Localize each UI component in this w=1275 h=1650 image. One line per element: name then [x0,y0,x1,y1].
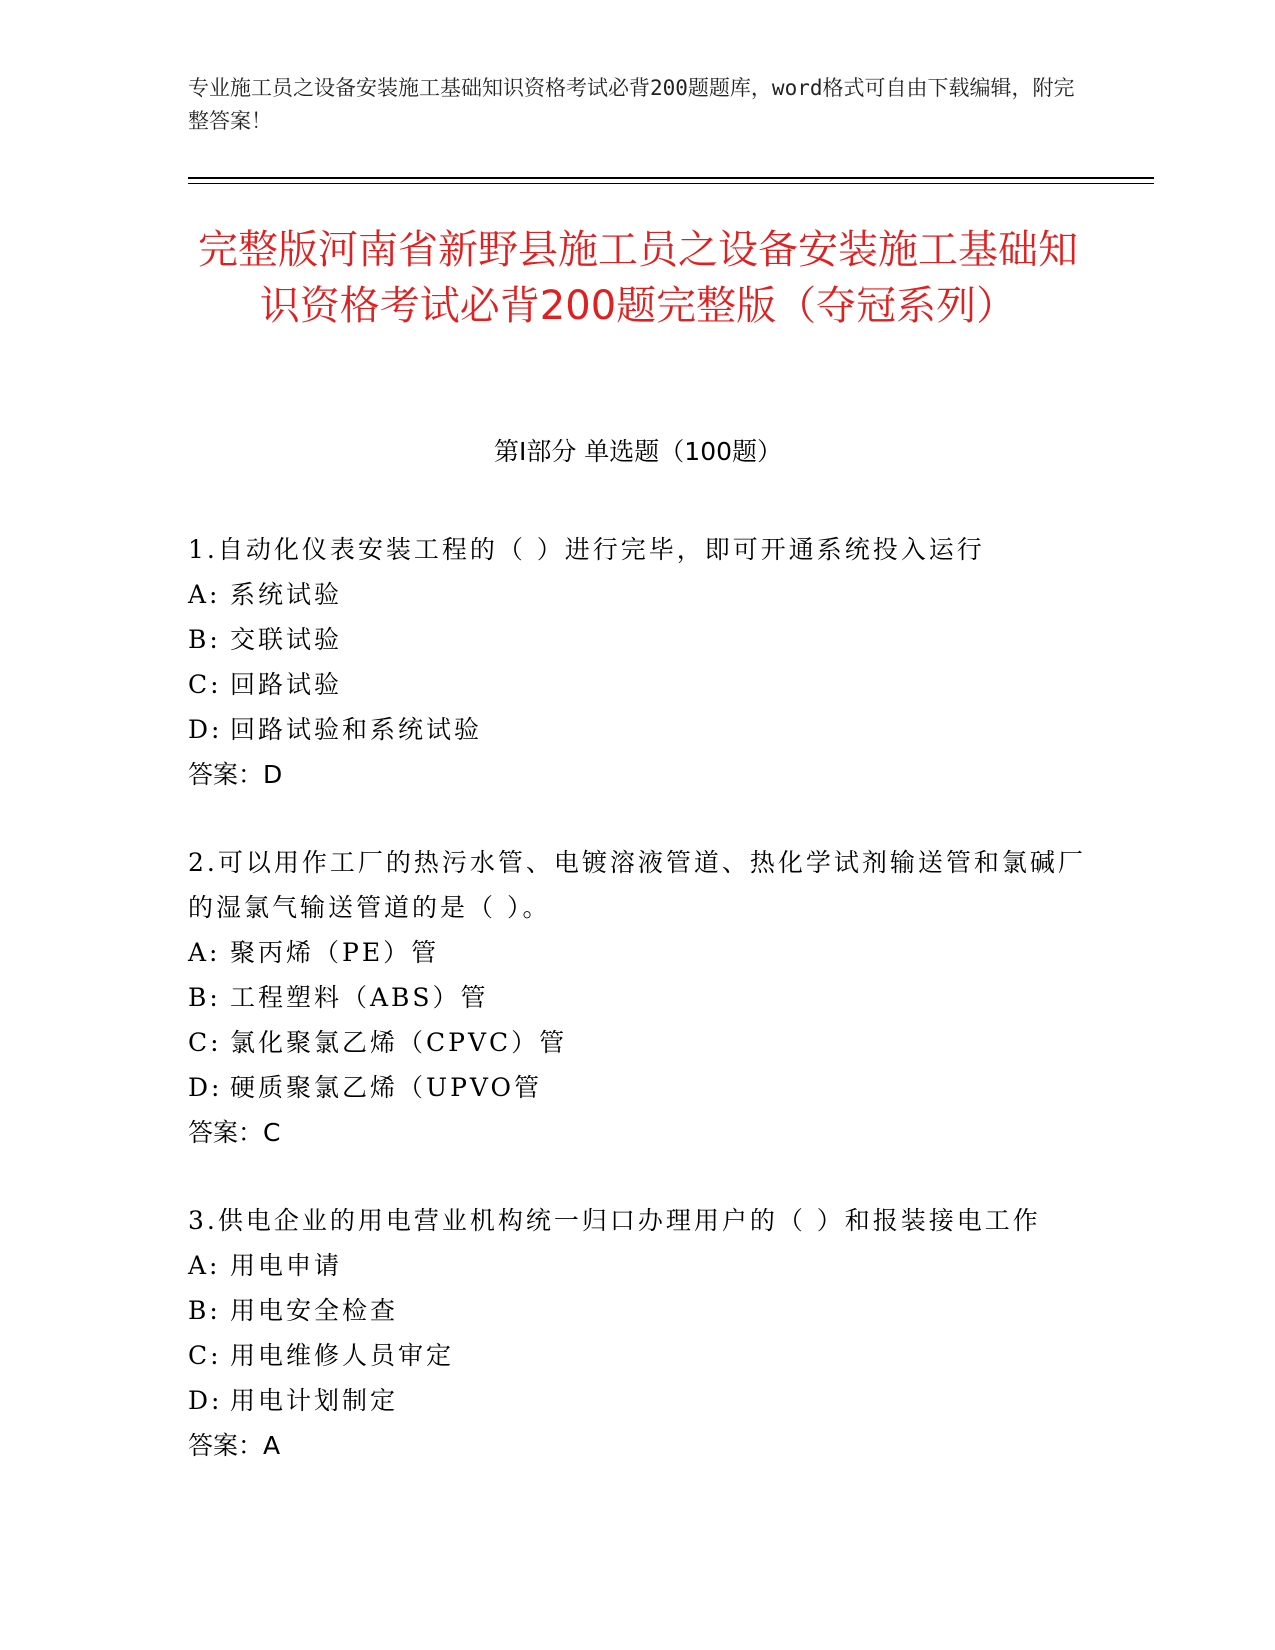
option-text: 回路试验和系统试验 [230,715,483,744]
option-a [188,572,1088,617]
answer: 答案：D [188,760,283,789]
option-text: 用电申请 [230,1251,343,1280]
question-stem: 2.可以用作工厂的热污水管、电镀溶液管道、热化学试剂输送管和氯碱厂的湿氯气输送管道的是（ ）。 [188,848,1086,922]
question-spacer [188,797,1088,840]
option-text: 工程塑料（ABS）管 [230,983,489,1012]
document-title: 完整版河南省新野县施工员之设备安装施工基础知识资格考试必背200题完整版（夺冠系列） [198,227,1078,329]
question-3 [188,1198,1088,1468]
option-a [188,1243,1088,1288]
option-text: 交联试验 [230,625,343,654]
header-divider-thin [188,183,1154,184]
option-d [188,1065,1088,1110]
option-a [188,930,1088,975]
option-key: D: [188,1386,223,1415]
option-text: 回路试验 [230,670,343,699]
question-stem: 1.自动化仪表安装工程的（ ）进行完毕，即可开通系统投入运行 [188,535,985,564]
option-c [188,1020,1088,1065]
option-key: D: [188,715,223,744]
header-divider-thick [188,177,1154,179]
option-text: 氯化聚氯乙烯（CPVC）管 [230,1028,568,1057]
option-text: 用电安全检查 [230,1296,399,1325]
option-key: D: [188,1073,223,1102]
option-text: 用电计划制定 [230,1386,399,1415]
option-key: A: [188,580,221,609]
answer: 答案：A [188,1431,281,1460]
question-spacer [188,1155,1088,1198]
option-key: C: [188,1028,222,1057]
section-title: 第Ⅰ部分 单选题（100题） [493,437,783,466]
question-list [188,527,1088,1468]
option-c [188,1333,1088,1378]
option-text: 聚丙烯（PE）管 [230,938,440,967]
option-key: C: [188,670,222,699]
option-text: 用电维修人员审定 [230,1341,455,1370]
option-d [188,1378,1088,1423]
question-stem: 3.供电企业的用电营业机构统一归口办理用户的（ ）和报装接电工作 [188,1206,1041,1235]
header-note: 专业施工员之设备安装施工基础知识资格考试必背200题题库，word格式可自由下载编辑，附完整答案！ [188,76,1075,133]
option-text: 硬质聚氯乙烯（UPVO管 [230,1073,543,1102]
option-d [188,707,1088,752]
option-b [188,617,1088,662]
option-key: A: [188,938,221,967]
question-2 [188,840,1088,1155]
option-c [188,662,1088,707]
answer: 答案：C [188,1118,281,1147]
option-b [188,1288,1088,1333]
option-key: A: [188,1251,221,1280]
option-key: C: [188,1341,222,1370]
option-key: B: [188,983,221,1012]
option-key: B: [188,625,221,654]
option-b [188,975,1088,1020]
option-text: 系统试验 [230,580,343,609]
option-key: B: [188,1296,221,1325]
question-1 [188,527,1088,797]
